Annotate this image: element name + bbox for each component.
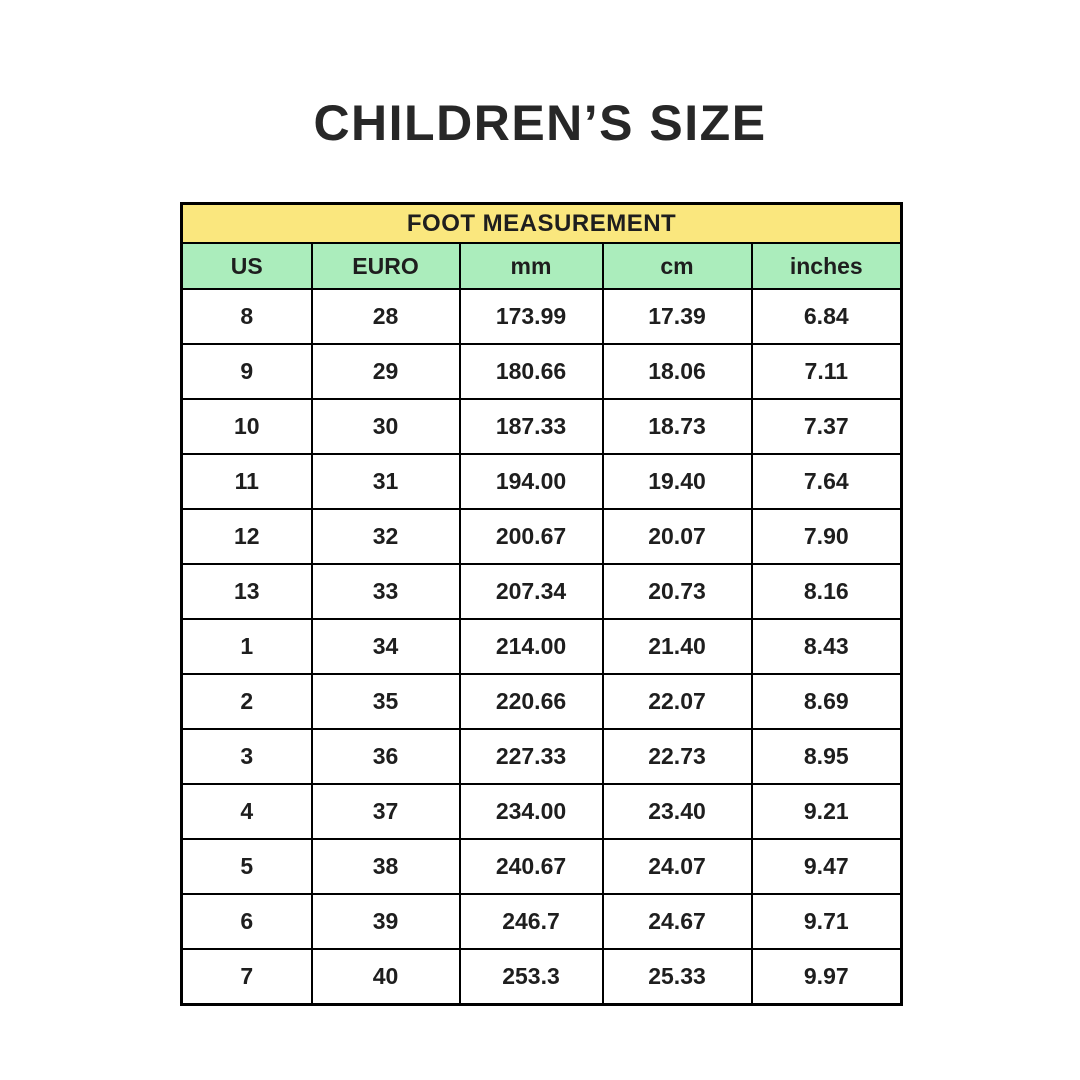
table-cell-mm: 240.67 <box>460 839 603 894</box>
table-cell-mm: 207.34 <box>460 564 603 619</box>
table-cell-cm: 23.40 <box>603 784 752 839</box>
table-cell-us: 5 <box>182 839 312 894</box>
table-cell-inches: 7.90 <box>752 509 902 564</box>
table-cell-inches: 7.37 <box>752 399 902 454</box>
table-cell-inches: 9.21 <box>752 784 902 839</box>
table-cell-us: 4 <box>182 784 312 839</box>
table-row <box>182 784 902 839</box>
column-header-mm: mm <box>460 243 603 289</box>
table-cell-euro: 28 <box>312 289 460 344</box>
table-cell-cm: 25.33 <box>603 949 752 1005</box>
table-cell-euro: 32 <box>312 509 460 564</box>
table-cell-cm: 18.73 <box>603 399 752 454</box>
table-cell-cm: 20.07 <box>603 509 752 564</box>
table-cell-euro: 33 <box>312 564 460 619</box>
table-cell-mm: 214.00 <box>460 619 603 674</box>
table-cell-us: 6 <box>182 894 312 949</box>
table-cell-mm: 227.33 <box>460 729 603 784</box>
table-row <box>182 674 902 729</box>
table-cell-mm: 253.3 <box>460 949 603 1005</box>
table-cell-us: 3 <box>182 729 312 784</box>
table-cell-cm: 22.73 <box>603 729 752 784</box>
table-cell-mm: 234.00 <box>460 784 603 839</box>
table-row <box>182 619 902 674</box>
table-cell-inches: 6.84 <box>752 289 902 344</box>
table-row <box>182 289 902 344</box>
table-cell-euro: 35 <box>312 674 460 729</box>
table-cell-us: 7 <box>182 949 312 1005</box>
table-cell-us: 10 <box>182 399 312 454</box>
table-cell-us: 2 <box>182 674 312 729</box>
table-row <box>182 344 902 399</box>
table-row <box>182 729 902 784</box>
table-cell-mm: 220.66 <box>460 674 603 729</box>
table-cell-cm: 24.07 <box>603 839 752 894</box>
table-row <box>182 509 902 564</box>
page-title: CHILDREN’S SIZE <box>313 95 767 151</box>
table-cell-inches: 8.69 <box>752 674 902 729</box>
table-cell-inches: 9.71 <box>752 894 902 949</box>
table-cell-us: 13 <box>182 564 312 619</box>
table-cell-euro: 30 <box>312 399 460 454</box>
table-cell-us: 9 <box>182 344 312 399</box>
table-cell-euro: 29 <box>312 344 460 399</box>
table-cell-euro: 31 <box>312 454 460 509</box>
foot-measurement-table <box>180 202 903 1006</box>
table-cell-mm: 200.67 <box>460 509 603 564</box>
table-cell-euro: 39 <box>312 894 460 949</box>
table-cell-cm: 19.40 <box>603 454 752 509</box>
table-cell-cm: 18.06 <box>603 344 752 399</box>
table-cell-cm: 22.07 <box>603 674 752 729</box>
table-cell-us: 11 <box>182 454 312 509</box>
table-cell-mm: 180.66 <box>460 344 603 399</box>
table-row <box>182 454 902 509</box>
table-cell-inches: 9.47 <box>752 839 902 894</box>
table-cell-cm: 21.40 <box>603 619 752 674</box>
table-row <box>182 894 902 949</box>
table-banner: FOOT MEASUREMENT <box>182 204 902 244</box>
column-header-cm: cm <box>603 243 752 289</box>
table-row <box>182 564 902 619</box>
table-cell-inches: 9.97 <box>752 949 902 1005</box>
table-cell-inches: 8.16 <box>752 564 902 619</box>
column-header-row <box>182 243 902 289</box>
table-cell-mm: 173.99 <box>460 289 603 344</box>
table-cell-euro: 34 <box>312 619 460 674</box>
table-cell-us: 8 <box>182 289 312 344</box>
table-cell-us: 1 <box>182 619 312 674</box>
column-header-inches: inches <box>752 243 902 289</box>
table-cell-inches: 8.43 <box>752 619 902 674</box>
table-banner-row <box>182 204 902 244</box>
table-cell-euro: 36 <box>312 729 460 784</box>
table-cell-inches: 8.95 <box>752 729 902 784</box>
table-row <box>182 839 902 894</box>
table-cell-us: 12 <box>182 509 312 564</box>
table-cell-cm: 24.67 <box>603 894 752 949</box>
table-cell-euro: 38 <box>312 839 460 894</box>
table-cell-euro: 40 <box>312 949 460 1005</box>
column-header-euro: EURO <box>312 243 460 289</box>
table-cell-inches: 7.11 <box>752 344 902 399</box>
table-row <box>182 949 902 1005</box>
table-row <box>182 399 902 454</box>
table-cell-inches: 7.64 <box>752 454 902 509</box>
column-header-us: US <box>182 243 312 289</box>
table-cell-cm: 17.39 <box>603 289 752 344</box>
table-cell-mm: 194.00 <box>460 454 603 509</box>
table-cell-mm: 187.33 <box>460 399 603 454</box>
table-cell-euro: 37 <box>312 784 460 839</box>
table-cell-cm: 20.73 <box>603 564 752 619</box>
table-cell-mm: 246.7 <box>460 894 603 949</box>
